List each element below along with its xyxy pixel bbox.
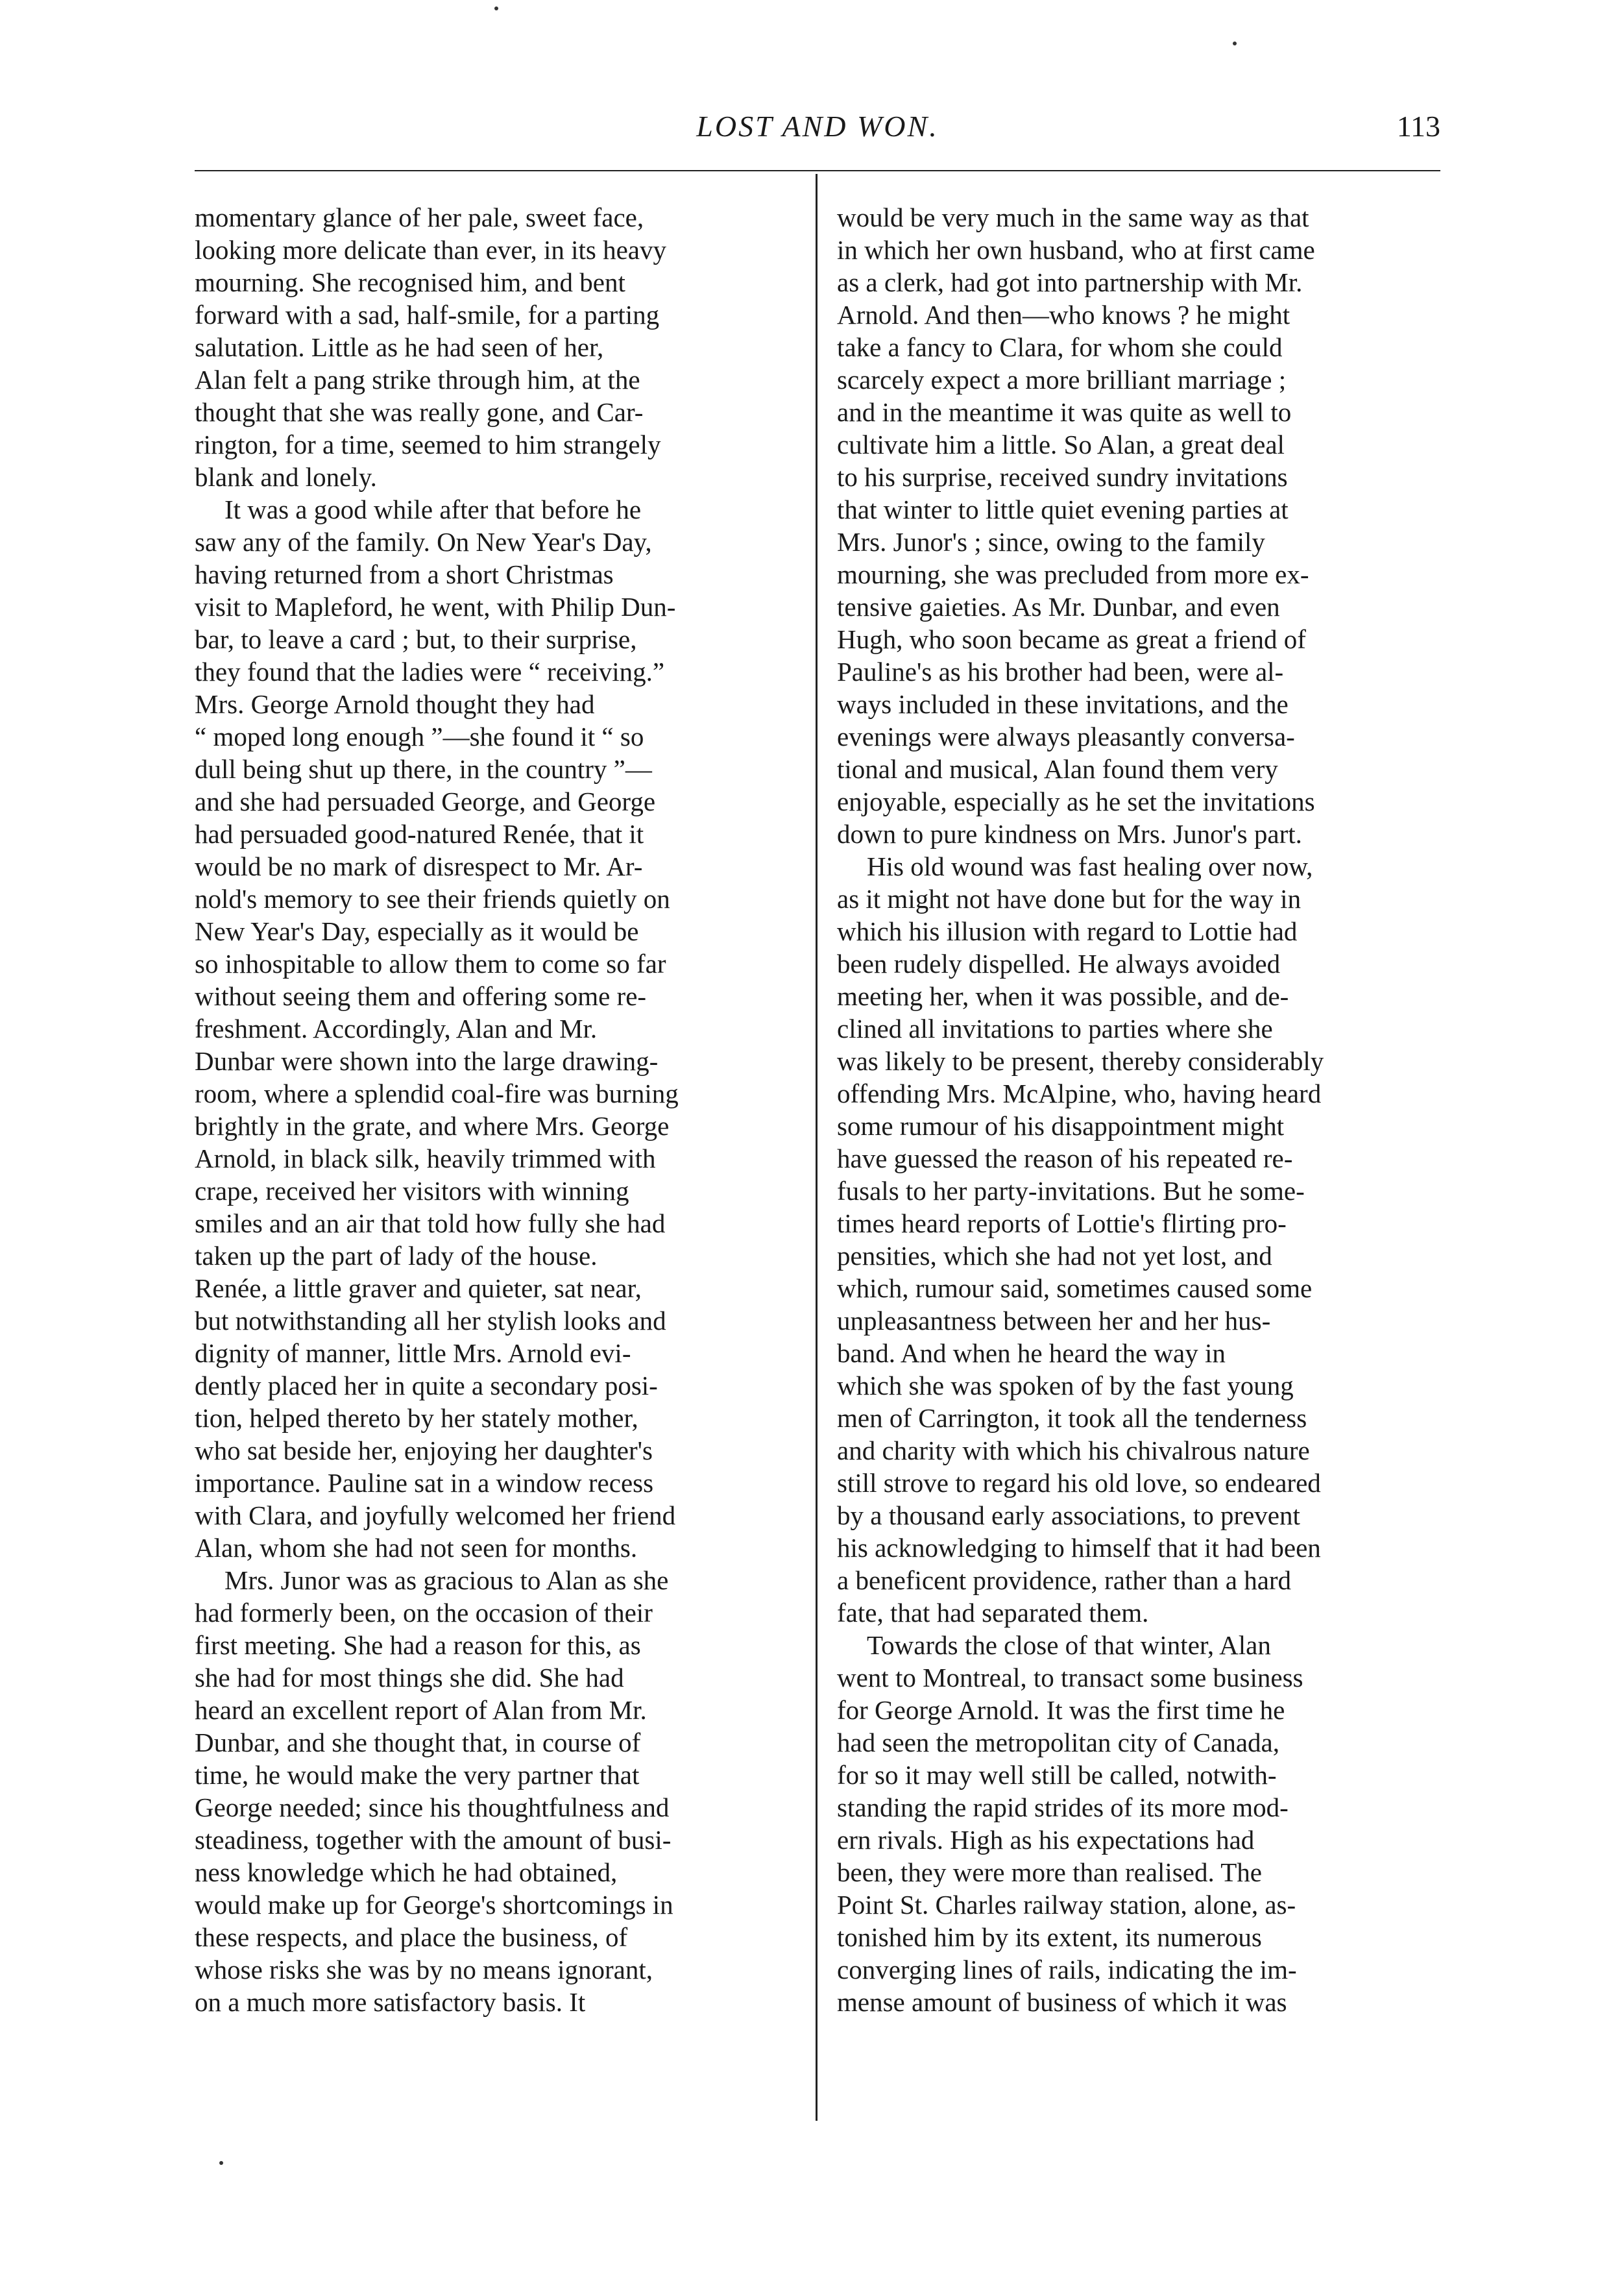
text-line: mourning. She recognised him, and bent: [195, 267, 625, 297]
text-line: which his illusion with regard to Lottie had: [837, 916, 1298, 946]
text-line: enjoyable, especially as he set the invitations: [837, 787, 1315, 816]
text-line: without seeing them and offering some re-: [195, 981, 647, 1011]
text-line: time, he would make the very partner that: [195, 1760, 640, 1790]
text-line: bar, to leave a card ; but, to their surprise,: [195, 624, 637, 654]
text-line: tonished him by its extent, its numerous: [837, 1922, 1262, 1952]
right-column: [837, 201, 1440, 2018]
text-line: converging lines of rails, indicating the im-: [837, 1955, 1297, 1985]
text-line: offending Mrs. McAlpine, who, having heard: [837, 1079, 1322, 1108]
text-line: as a clerk, had got into partnership with Mr.: [837, 267, 1303, 297]
text-line: times heard reports of Lottie's flirting pro-: [837, 1208, 1287, 1238]
text-line: having returned from a short Christmas: [195, 559, 614, 589]
text-line: would be no mark of disrespect to Mr. Ar-: [195, 851, 643, 881]
text-line: band. And when he heard the way in: [837, 1338, 1226, 1368]
text-line: which she was spoken of by the fast young: [837, 1371, 1294, 1400]
text-line: scarcely expect a more brilliant marriage ;: [837, 365, 1287, 395]
text-line: Dunbar were shown into the large drawing-: [195, 1046, 659, 1076]
text-line: Mrs. George Arnold thought they had: [195, 689, 595, 719]
text-line: down to pure kindness on Mrs. Junor's part.: [837, 819, 1302, 849]
text-line: thought that she was really gone, and Car-: [195, 397, 644, 427]
text-line: unpleasantness between her and her hus-: [837, 1306, 1271, 1336]
text-line: she had for most things she did. She had: [195, 1663, 624, 1692]
text-line: that winter to little quiet evening parties at: [837, 495, 1289, 524]
text-line: meeting her, when it was possible, and de-: [837, 981, 1289, 1011]
text-line: these respects, and place the business, of: [195, 1922, 628, 1952]
text-line: had persuaded good-natured Renée, that it: [195, 819, 644, 849]
text-line: Alan felt a pang strike through him, at the: [195, 365, 640, 395]
text-line: they found that the ladies were “ receiving.”: [195, 657, 665, 687]
text-line: ways included in these invitations, and the: [837, 689, 1289, 719]
text-line: take a fancy to Clara, for whom she could: [837, 332, 1283, 362]
text-line: Pauline's as his brother had been, were al-: [837, 657, 1284, 687]
text-line: had seen the metropolitan city of Canada,: [837, 1728, 1279, 1757]
text-line: Mrs. Junor's ; since, owing to the family: [837, 527, 1265, 557]
text-line: nold's memory to see their friends quietly on: [195, 884, 670, 914]
text-line: standing the rapid strides of its more mod-: [837, 1792, 1289, 1822]
paragraph: [837, 201, 1440, 850]
text-line: crape, received her visitors with winning: [195, 1176, 629, 1206]
text-line: a beneficent providence, rather than a hard: [837, 1565, 1292, 1595]
text-line: was likely to be present, thereby considerably: [837, 1046, 1324, 1076]
text-line: Dunbar, and she thought that, in course of: [195, 1728, 641, 1757]
text-line: so inhospitable to allow them to come so far: [195, 949, 666, 979]
text-line: taken up the part of lady of the house.: [195, 1241, 598, 1271]
text-line: for George Arnold. It was the first time he: [837, 1695, 1285, 1725]
text-line: by a thousand early associations, to prevent: [837, 1500, 1300, 1530]
text-line: Renée, a little graver and quieter, sat near,: [195, 1273, 642, 1303]
paragraph: [195, 201, 798, 493]
text-line: and in the meantime it was quite as well to: [837, 397, 1292, 427]
text-line: New Year's Day, especially as it would be: [195, 916, 639, 946]
running-header: [195, 109, 1440, 148]
scan-speck: [219, 2161, 223, 2165]
text-line: whose risks she was by no means ignorant,: [195, 1955, 653, 1985]
page-number: 113: [1396, 110, 1440, 143]
text-line: with Clara, and joyfully welcomed her friend: [195, 1500, 676, 1530]
text-line: blank and lonely.: [195, 462, 377, 492]
column-divider: [816, 174, 818, 2121]
text-line: but notwithstanding all her stylish looks and: [195, 1306, 666, 1336]
text-line: mourning, she was precluded from more ex-: [837, 559, 1309, 589]
text-line: brightly in the grate, and where Mrs. George: [195, 1111, 670, 1141]
text-line: clined all invitations to parties where she: [837, 1014, 1273, 1044]
text-line: been rudely dispelled. He always avoided: [837, 949, 1281, 979]
text-line: which, rumour said, sometimes caused some: [837, 1273, 1313, 1303]
text-line: It was a good while after that before he: [224, 495, 642, 524]
text-line: freshment. Accordingly, Alan and Mr.: [195, 1014, 598, 1044]
text-line: dignity of manner, little Mrs. Arnold evi-: [195, 1338, 631, 1368]
text-line: “ moped long enough ”—she found it “ so: [195, 722, 644, 751]
text-line: Mrs. Junor was as gracious to Alan as she: [224, 1565, 669, 1595]
scan-speck: [1233, 42, 1237, 45]
text-line: some rumour of his disappointment might: [837, 1111, 1284, 1141]
text-line: Point St. Charles railway station, alone, as-: [837, 1890, 1296, 1920]
text-line: Alan, whom she had not seen for months.: [195, 1533, 638, 1563]
paragraph: [837, 850, 1440, 1629]
text-line: dull being shut up there, in the country ”—: [195, 754, 652, 784]
text-line: in which her own husband, who at first came: [837, 235, 1315, 265]
text-line: fusals to her party-invitations. But he some-: [837, 1176, 1305, 1206]
text-line: room, where a splendid coal-fire was burning: [195, 1079, 679, 1108]
text-line: momentary glance of her pale, sweet face,: [195, 202, 644, 232]
left-column: [195, 201, 798, 2018]
running-title: LOST AND WON.: [696, 110, 939, 143]
header-rule: [195, 170, 1440, 171]
text-line: have guessed the reason of his repeated re-: [837, 1143, 1293, 1173]
text-line: Arnold, in black silk, heavily trimmed with: [195, 1143, 656, 1173]
text-line: would be very much in the same way as that: [837, 202, 1309, 232]
paragraph: [837, 1629, 1440, 2018]
text-line: to his surprise, received sundry invitations: [837, 462, 1288, 492]
text-line: steadiness, together with the amount of busi-: [195, 1825, 672, 1855]
scan-speck: [494, 6, 498, 10]
text-line: ness knowledge which he had obtained,: [195, 1857, 618, 1887]
text-line: for so it may well still be called, notwith-: [837, 1760, 1277, 1790]
text-line: tion, helped thereto by her stately mother,: [195, 1403, 638, 1433]
text-line: salutation. Little as he had seen of her,: [195, 332, 604, 362]
text-line: had formerly been, on the occasion of their: [195, 1598, 653, 1628]
text-line: on a much more satisfactory basis. It: [195, 1987, 586, 2017]
text-line: George needed; since his thoughtfulness and: [195, 1792, 670, 1822]
text-line: and she had persuaded George, and George: [195, 787, 656, 816]
text-line: smiles and an air that told how fully she had: [195, 1208, 666, 1238]
text-line: importance. Pauline sat in a window recess: [195, 1468, 654, 1498]
text-line: and charity with which his chivalrous nature: [837, 1435, 1310, 1465]
text-line: men of Carrington, it took all the tenderness: [837, 1403, 1307, 1433]
text-line: went to Montreal, to transact some business: [837, 1663, 1303, 1692]
text-line: still strove to regard his old love, so endeared: [837, 1468, 1321, 1498]
text-line: first meeting. She had a reason for this, as: [195, 1630, 641, 1660]
text-line: cultivate him a little. So Alan, a great deal: [837, 430, 1285, 459]
text-line: as it might not have done but for the way in: [837, 884, 1302, 914]
text-line: evenings were always pleasantly conversa-: [837, 722, 1295, 751]
text-line: dently placed her in quite a secondary posi-: [195, 1371, 658, 1400]
text-line: fate, that had separated them.: [837, 1598, 1149, 1628]
text-line: tional and musical, Alan found them very: [837, 754, 1278, 784]
text-line: visit to Mapleford, he went, with Philip Dun-: [195, 592, 676, 622]
text-line: heard an excellent report of Alan from Mr.: [195, 1695, 647, 1725]
paragraph: [195, 1564, 798, 2018]
text-line: Towards the close of that winter, Alan: [867, 1630, 1271, 1660]
text-line: been, they were more than realised. The: [837, 1857, 1262, 1887]
text-line: his acknowledging to himself that it had been: [837, 1533, 1321, 1563]
text-line: mense amount of business of which it was: [837, 1987, 1287, 2017]
text-line: rington, for a time, seemed to him strangely: [195, 430, 661, 459]
text-line: His old wound was fast healing over now,: [867, 851, 1313, 881]
paragraph: [195, 493, 798, 1564]
text-line: tensive gaieties. As Mr. Dunbar, and even: [837, 592, 1280, 622]
text-line: who sat beside her, enjoying her daughter's: [195, 1435, 653, 1465]
text-line: would make up for George's shortcomings in: [195, 1890, 673, 1920]
text-line: looking more delicate than ever, in its heavy: [195, 235, 667, 265]
text-line: pensities, which she had not yet lost, and: [837, 1241, 1272, 1271]
text-line: forward with a sad, half-smile, for a parting: [195, 300, 660, 330]
text-line: saw any of the family. On New Year's Day,: [195, 527, 652, 557]
text-line: Hugh, who soon became as great a friend of: [837, 624, 1306, 654]
text-line: Arnold. And then—who knows ? he might: [837, 300, 1290, 330]
text-line: ern rivals. High as his expectations had: [837, 1825, 1255, 1855]
